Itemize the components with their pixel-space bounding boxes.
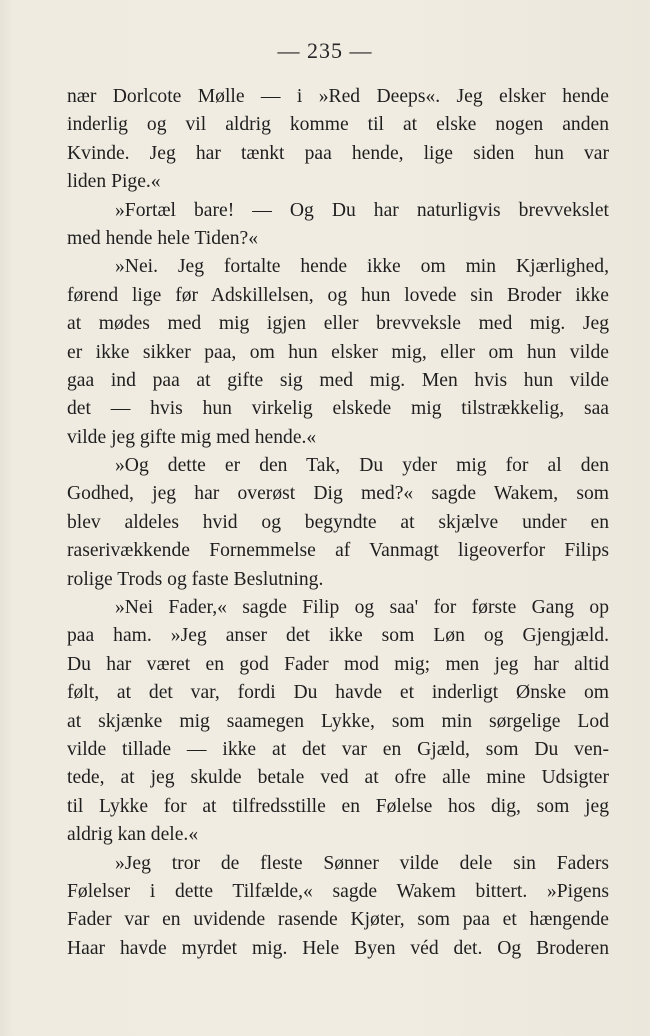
text-line: »Fortæl bare! — Og Du har naturligvis brevvekslet bbox=[115, 199, 609, 221]
text-line: er ikke sikker paa, om hun elsker mig, eller om hun vilde bbox=[67, 341, 609, 363]
text-line: Kvinde. Jeg har tænkt paa hende, lige siden hun var bbox=[67, 142, 609, 164]
text-line: følt, at det var, fordi Du havde et inderligt Ønske om bbox=[67, 682, 609, 704]
text-line: gaa ind paa at gifte sig med mig. Men hvis hun vilde bbox=[67, 369, 609, 391]
text-line: Fader var en uvidende rasende Kjøter, som paa et hængende bbox=[67, 909, 609, 931]
text-line: »Jeg tror de fleste Sønner vilde dele sin Faders bbox=[115, 852, 609, 874]
text-line: »Og dette er den Tak, Du yder mig for al den bbox=[115, 455, 609, 477]
body-text bbox=[67, 83, 609, 963]
text-line: at skjænke mig saamegen Lykke, som min sørgelige Lod bbox=[67, 710, 609, 732]
text-line: Du har været en god Fader mod mig; men jeg har altid bbox=[67, 653, 609, 675]
text-line: inderlig og vil aldrig komme til at elske nogen anden bbox=[67, 114, 609, 136]
text-line: nær Dorlcote Mølle — i »Red Deeps«. Jeg elsker hende bbox=[67, 86, 609, 107]
text-line: Følelser i dette Tilfælde,« sagde Wakem bittert. »Pigens bbox=[67, 880, 609, 902]
text-line: det — hvis hun virkelig elskede mig tilstrækkelig, saa bbox=[67, 398, 609, 420]
text-line: »Nei. Jeg fortalte hende ikke om min Kjærlighed, bbox=[115, 256, 609, 278]
text-line: raserivækkende Fornemmelse af Vanmagt ligeoverfor Filips bbox=[67, 540, 609, 562]
text-line: med hende hele Tiden?« bbox=[67, 227, 259, 249]
text-line: Godhed, jeg har overøst Dig med?« sagde Wakem, som bbox=[67, 483, 609, 505]
page-number: — 235 — bbox=[277, 38, 373, 63]
text-line: paa ham. »Jeg anser det ikke som Løn og Gjengjæld. bbox=[67, 625, 609, 647]
text-line: Haar havde myrdet mig. Hele Byen véd det. Og Broderen bbox=[67, 937, 609, 959]
text-line: aldrig kan dele.« bbox=[67, 824, 199, 846]
text-line: vilde tillade — ikke at det var en Gjæld, som Du ven- bbox=[67, 738, 609, 760]
text-line: blev aldeles hvid og begyndte at skjælve under en bbox=[67, 511, 609, 533]
text-line: vilde jeg gifte mig med hende.« bbox=[67, 426, 317, 448]
text-line: liden Pige.« bbox=[67, 171, 161, 193]
text-line: »Nei Fader,« sagde Filip og saa' for første Gang op bbox=[115, 597, 609, 619]
text-line: at mødes med mig igjen eller brevveksle med mig. Jeg bbox=[67, 313, 609, 335]
text-line: tede, at jeg skulde betale ved at ofre alle mine Udsigter bbox=[67, 767, 609, 789]
text-line: til Lykke for at tilfredsstille en Følelse hos dig, som jeg bbox=[67, 795, 609, 817]
text-line: rolige Trods og faste Beslutning. bbox=[67, 568, 324, 590]
text-line: førend lige før Adskillelsen, og hun lovede sin Broder ikke bbox=[67, 284, 609, 306]
